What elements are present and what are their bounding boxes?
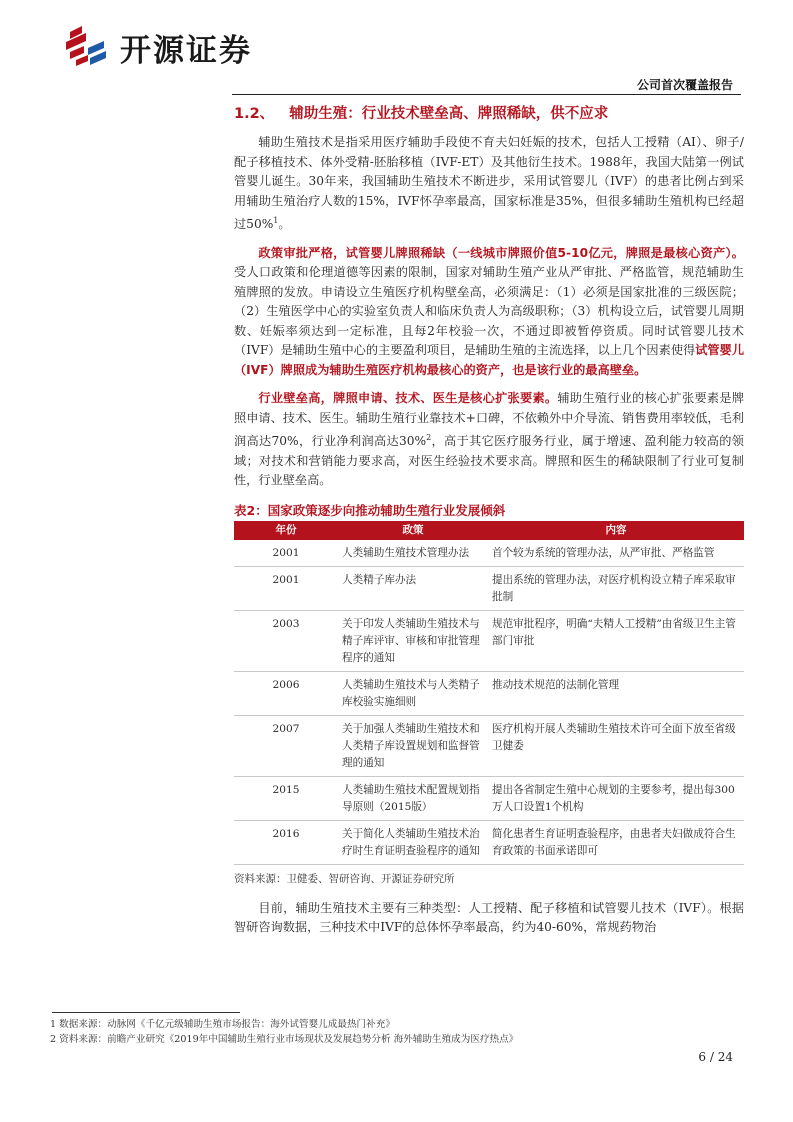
- cell-policy: 关于印发人类辅助生殖技术与精子库评审、审核和审批管理程序的通知: [338, 610, 488, 671]
- paragraph-lead: 行业壁垒高，牌照申请、技术、医生是核心扩张要素。: [258, 391, 558, 406]
- column-header-content: 内容: [488, 521, 744, 540]
- cell-year: 2001: [234, 566, 338, 610]
- table-row: [234, 671, 744, 715]
- cell-year: 2006: [234, 671, 338, 715]
- footnote-1: 1 数据来源：动脉网《千亿元级辅助生殖市场报告：海外试管婴儿成最热门补充》: [50, 1019, 395, 1030]
- section-heading: 辅助生殖：行业技术壁垒高、牌照稀缺，供不应求: [289, 106, 609, 122]
- column-header-policy: 政策: [338, 521, 488, 540]
- table-row: [234, 776, 744, 820]
- paragraph-policy: [234, 244, 744, 381]
- table-row: [234, 715, 744, 776]
- header-divider: [232, 94, 741, 95]
- cell-policy: 人类辅助生殖技术与人类精子库校验实施细则: [338, 671, 488, 715]
- paragraph-text-cont: ，高于其它医疗服务行业，属于增速、盈利能力较高的领域；对技术和营销能力要求高，对医生经验技术要求高。牌照和医生的稀缺限制了行业可复制性，行业壁垒高。: [234, 434, 744, 488]
- column-header-year: 年份: [234, 521, 338, 540]
- cell-content: 提出各省制定生殖中心规划的主要参考，提出每300万人口设置1个机构: [488, 776, 744, 820]
- cell-content: 规范审批程序，明确“夫精人工授精”由省级卫生主管部门审批: [488, 610, 744, 671]
- brand-name: 开源证券: [120, 32, 252, 69]
- paragraph-barriers: [234, 389, 744, 491]
- cell-content: 首个较为系统的管理办法，从严审批、严格监管: [488, 540, 744, 567]
- footnote-divider: [52, 1012, 240, 1013]
- cell-year: 2007: [234, 715, 338, 776]
- section-title: [234, 102, 744, 126]
- cell-policy: 人类辅助生殖技术管理办法: [338, 540, 488, 567]
- paragraph-ivf-intro: [234, 133, 744, 235]
- table-header-row: [234, 521, 744, 540]
- footnote-2: 2 资料来源：前瞻产业研究《2019年中国辅助生殖行业市场现状及发展趋势分析 海外辅助生殖成为医疗热点》: [50, 1034, 519, 1045]
- cell-year: 2016: [234, 820, 338, 864]
- paragraph-emphasis: 试管婴儿（IVF）牌照成为辅助生殖医疗机构最核心的资产，也是该行业的最高壁垒。: [234, 343, 745, 377]
- cell-content: 提出系统的管理办法，对医疗机构设立精子库采取审批制: [488, 566, 744, 610]
- table-row: [234, 540, 744, 567]
- cell-content: 简化患者生育证明查验程序，由患者夫妇做成符合生育政策的书面承诺即可: [488, 820, 744, 864]
- paragraph-text: 受人口政策和伦理道德等因素的限制，国家对辅助生殖产业从严审批、严格监管，规范辅助生殖牌照的发放。申请设立生殖医疗机构壁垒高，必须满足：（1）必须是国家批准的三级医院；（2）生殖医学中心的实验室负责人和临床负责人为高级职称；（3）机构设立后，试管婴儿周期数、妊娠率须达到一定标准，且每2年校验一次，不通过即被暂停资质。同时试管婴儿技术（IVF）是辅助生殖中心的主要盈利项目，是辅助生殖的主流选择，以上几个因素使得: [234, 265, 744, 358]
- main-content: [234, 98, 744, 938]
- report-type-label: 公司首次覆盖报告: [636, 78, 733, 92]
- cell-policy: 关于加强人类辅助生殖技术和人类精子库设置规划和监督管理的通知: [338, 715, 488, 776]
- table-title: 表2：国家政策逐步向推动辅助生殖行业发展倾斜: [234, 502, 506, 518]
- footnote-ref[interactable]: 1: [273, 216, 279, 225]
- policy-table: [234, 521, 744, 865]
- paragraph-end: 。: [278, 217, 291, 232]
- table-row: [234, 820, 744, 864]
- brand-logo: [62, 24, 252, 70]
- footnote-ref[interactable]: 2: [426, 433, 432, 443]
- cell-year: 2003: [234, 610, 338, 671]
- cell-content: 推动技术规范的法制化管理: [488, 671, 744, 715]
- paragraph-ivf-types: 目前，辅助生殖技术主要有三种类型：人工授精、配子移植和试管婴儿技术（IVF）。根据智研咨询数据，三种技术中IVF的总体怀孕率最高，约为40-60%，常规药物治: [234, 900, 744, 935]
- table-source: 资料来源：卫健委、智研咨询、开源证券研究所: [234, 872, 455, 885]
- paragraph-text: 辅助生殖技术是指采用医疗辅助手段使不育夫妇妊娠的技术，包括人工授精（AI）、卵子/配子移植技术、体外受精-胚胎移植（IVF-ET）及其他衍生技术。1988年，我国大陆第一例试管婴儿诞生。30年来，我国辅助生殖技术不断进步，采用试管婴儿（IVF）的患者比例占到采用辅助生殖治疗人数的15%，IVF怀孕率最高，国家标准是35%，但很多辅助生殖机构已经超过50%: [234, 135, 744, 232]
- paragraph-text: 辅助生殖行业的核心扩张要素是牌照申请、技术、医生。辅助生殖行业靠技术+口碑，不依赖外中介导流、销售费用率较低，毛利润高达70%，行业净利润高达30%: [234, 391, 745, 449]
- page-number: 6 / 24: [698, 1050, 733, 1064]
- logo-mark-icon: [62, 24, 110, 70]
- cell-content: 医疗机构开展人类辅助生殖技术许可全面下放至省级卫健委: [488, 715, 744, 776]
- paragraph-lead: 政策审批严格，试管婴儿牌照稀缺（一线城市牌照价值5-10亿元，牌照是最核心资产）。: [258, 245, 744, 260]
- cell-policy: 人类精子库办法: [338, 566, 488, 610]
- section-number: 1.2、: [234, 106, 275, 122]
- cell-year: 2001: [234, 540, 338, 567]
- cell-policy: 人类辅助生殖技术配置规划指导原则（2015版）: [338, 776, 488, 820]
- table-row: [234, 566, 744, 610]
- table-row: [234, 610, 744, 671]
- cell-year: 2015: [234, 776, 338, 820]
- cell-policy: 关于简化人类辅助生殖技术治疗时生育证明查验程序的通知: [338, 820, 488, 864]
